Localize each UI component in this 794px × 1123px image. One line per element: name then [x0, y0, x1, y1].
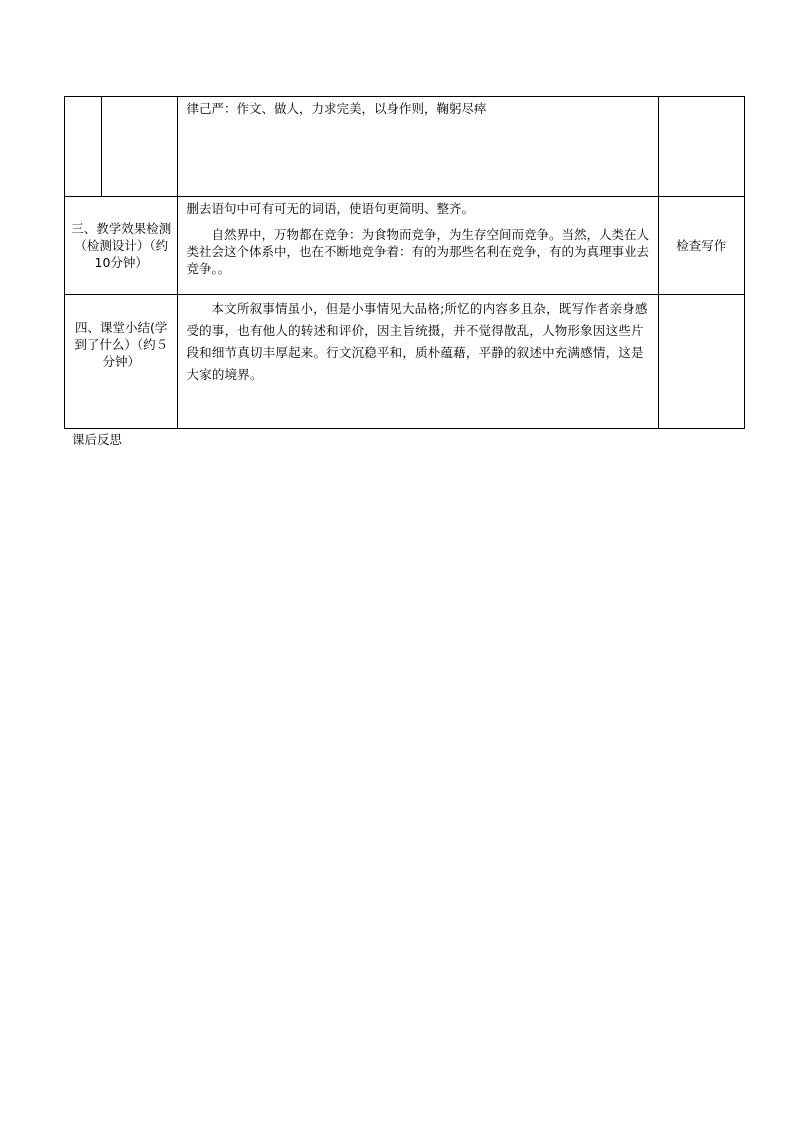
row3-summary-text: 本文所叙事情虽小，但是小事情见大品格;所忆的内容多且杂，既写作者亲身感受的事，也有他人的转述和评价，因主旨统摄，并不觉得散乱，人物形象因这些片段和细节真切丰厚起来。行文沉稳平和，质朴蕴藉，平静的叙述中充满感情，这是大家的境界。 [186, 301, 648, 382]
reflection-heading: 课后反思 [72, 432, 123, 447]
lesson-plan-table [64, 96, 745, 429]
row2-label-text: 三、教学效果检测（检测设计）（约10分钟） [71, 221, 172, 270]
empty-cell [658, 295, 744, 429]
row2-exercise-text: 自然界中，万物都在竞争：为食物而竞争，为生存空间而竞争。当然，人类在人类社会这个体系中，也在不断地竞争着：有的为那些名利在竞争，有的为真理事业去竞争。。 [186, 227, 649, 276]
row3-label-cell [65, 295, 178, 429]
table-row [65, 197, 745, 295]
empty-cell [65, 97, 102, 197]
empty-cell [658, 97, 744, 197]
row2-instruction-text: 删去语句中可有可无的词语，使语句更简明、整齐。 [186, 201, 474, 216]
empty-cell [102, 97, 178, 197]
table-row [65, 97, 745, 197]
row3-label-text: 四、课堂小结(学到了什么）（约５分钟） [74, 320, 169, 369]
row1-content-text: 律己严：作文、做人，力求完美，以身作则，鞠躬尽瘁 [186, 101, 487, 116]
row2-check-cell [658, 197, 744, 295]
table-row [65, 295, 745, 429]
row3-content-cell [178, 295, 658, 429]
row2-content-cell [178, 197, 658, 295]
row2-check-text: 检查写作 [676, 238, 727, 253]
row2-label-cell [65, 197, 178, 295]
row1-content-cell [178, 97, 658, 197]
